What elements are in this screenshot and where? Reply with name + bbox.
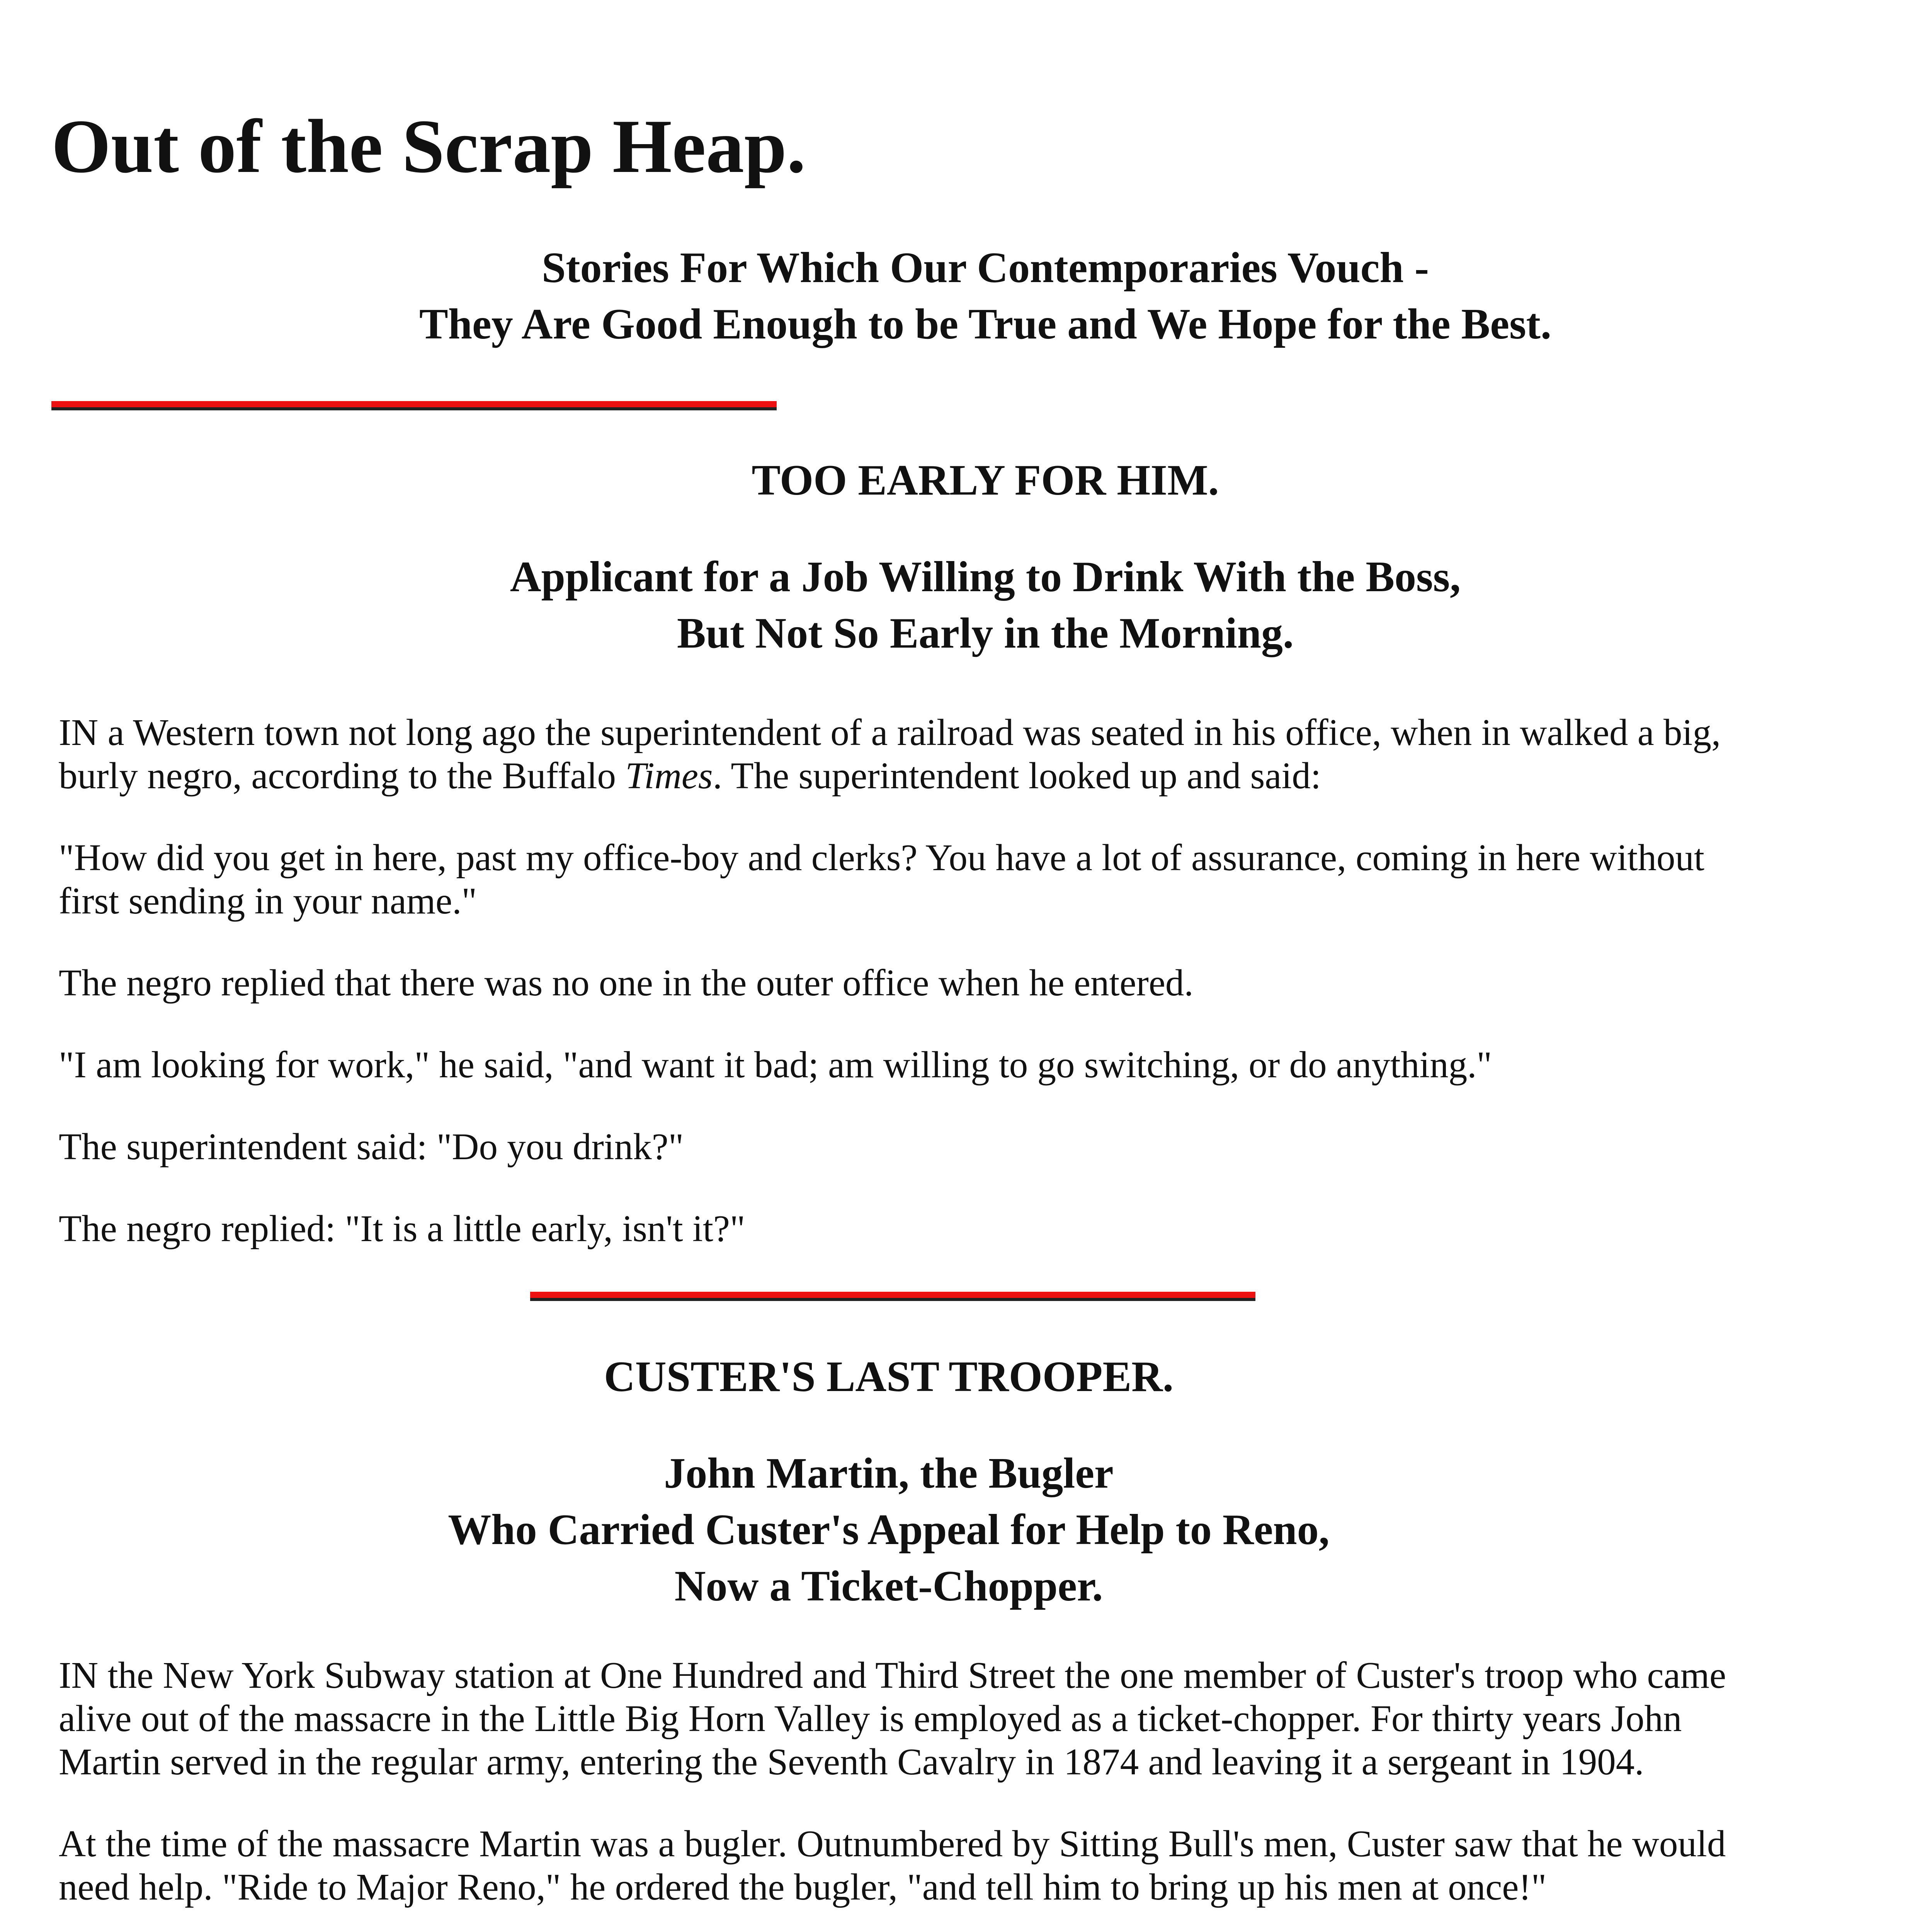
section-divider — [51, 401, 777, 410]
story-paragraph: The negro replied that there was no one in the outer office when he entered. — [59, 962, 1194, 1003]
deck-line: John Martin, the Bugler — [664, 1449, 1114, 1497]
subtitle-line-2: They Are Good Enough to be True and We Hope for the Best. — [419, 300, 1551, 348]
story-paragraph: At the time of the massacre Martin was a bugler. Outnumbered by Sitting Bull's men, Custer saw that he would need help. "Ride to Major Reno," he ordered the bugler, "and tell him to bring up his men at once!" — [59, 1823, 1726, 1908]
page-subtitle — [0, 240, 1932, 352]
story-paragraph: IN a Western town not long ago the superintendent of a railroad was seated in his office, when in walked a big, burly negro, according to the Buffalo Times. The superintendent looked up and said: — [59, 712, 1721, 796]
story-deck — [0, 549, 1932, 662]
story-deck — [0, 1445, 1777, 1614]
page-title: Out of the Scrap Heap. — [51, 104, 806, 189]
story-paragraph: The negro replied: "It is a little early, isn't it?" — [59, 1208, 745, 1249]
section-divider — [530, 1292, 1255, 1301]
deck-line: But Not So Early in the Morning. — [677, 609, 1294, 657]
deck-line: Applicant for a Job Willing to Drink With the Boss, — [510, 553, 1461, 601]
story-body — [59, 1654, 1740, 1932]
subtitle-line-1: Stories For Which Our Contemporaries Vouch - — [541, 244, 1429, 292]
story-heading: CUSTER'S LAST TROOPER. — [604, 1353, 1174, 1401]
story-body — [59, 711, 1740, 1250]
story-paragraph: The superintendent said: "Do you drink?" — [59, 1126, 684, 1167]
deck-line: Now a Ticket-Chopper. — [674, 1562, 1103, 1610]
story-heading: TOO EARLY FOR HIM. — [752, 456, 1219, 504]
deck-line: Who Carried Custer's Appeal for Help to Reno, — [448, 1506, 1330, 1554]
story-paragraph: "How did you get in here, past my office-boy and clerks? You have a lot of assurance, coming in here without first sending in your name." — [59, 837, 1704, 922]
story-paragraph: "I am looking for work," he said, "and want it bad; am willing to go switching, or do anything." — [59, 1044, 1492, 1085]
story-paragraph: IN the New York Subway station at One Hundred and Third Street the one member of Custer's troop who came alive out of the massacre in the Little Big Horn Valley is employed as a ticket-chopper. For thirty years John Martin served in the regular army, entering the Seventh Cavalry in 1874 and leaving it a sergeant in 1904. — [59, 1655, 1726, 1782]
newspaper-name: Times — [625, 755, 713, 796]
